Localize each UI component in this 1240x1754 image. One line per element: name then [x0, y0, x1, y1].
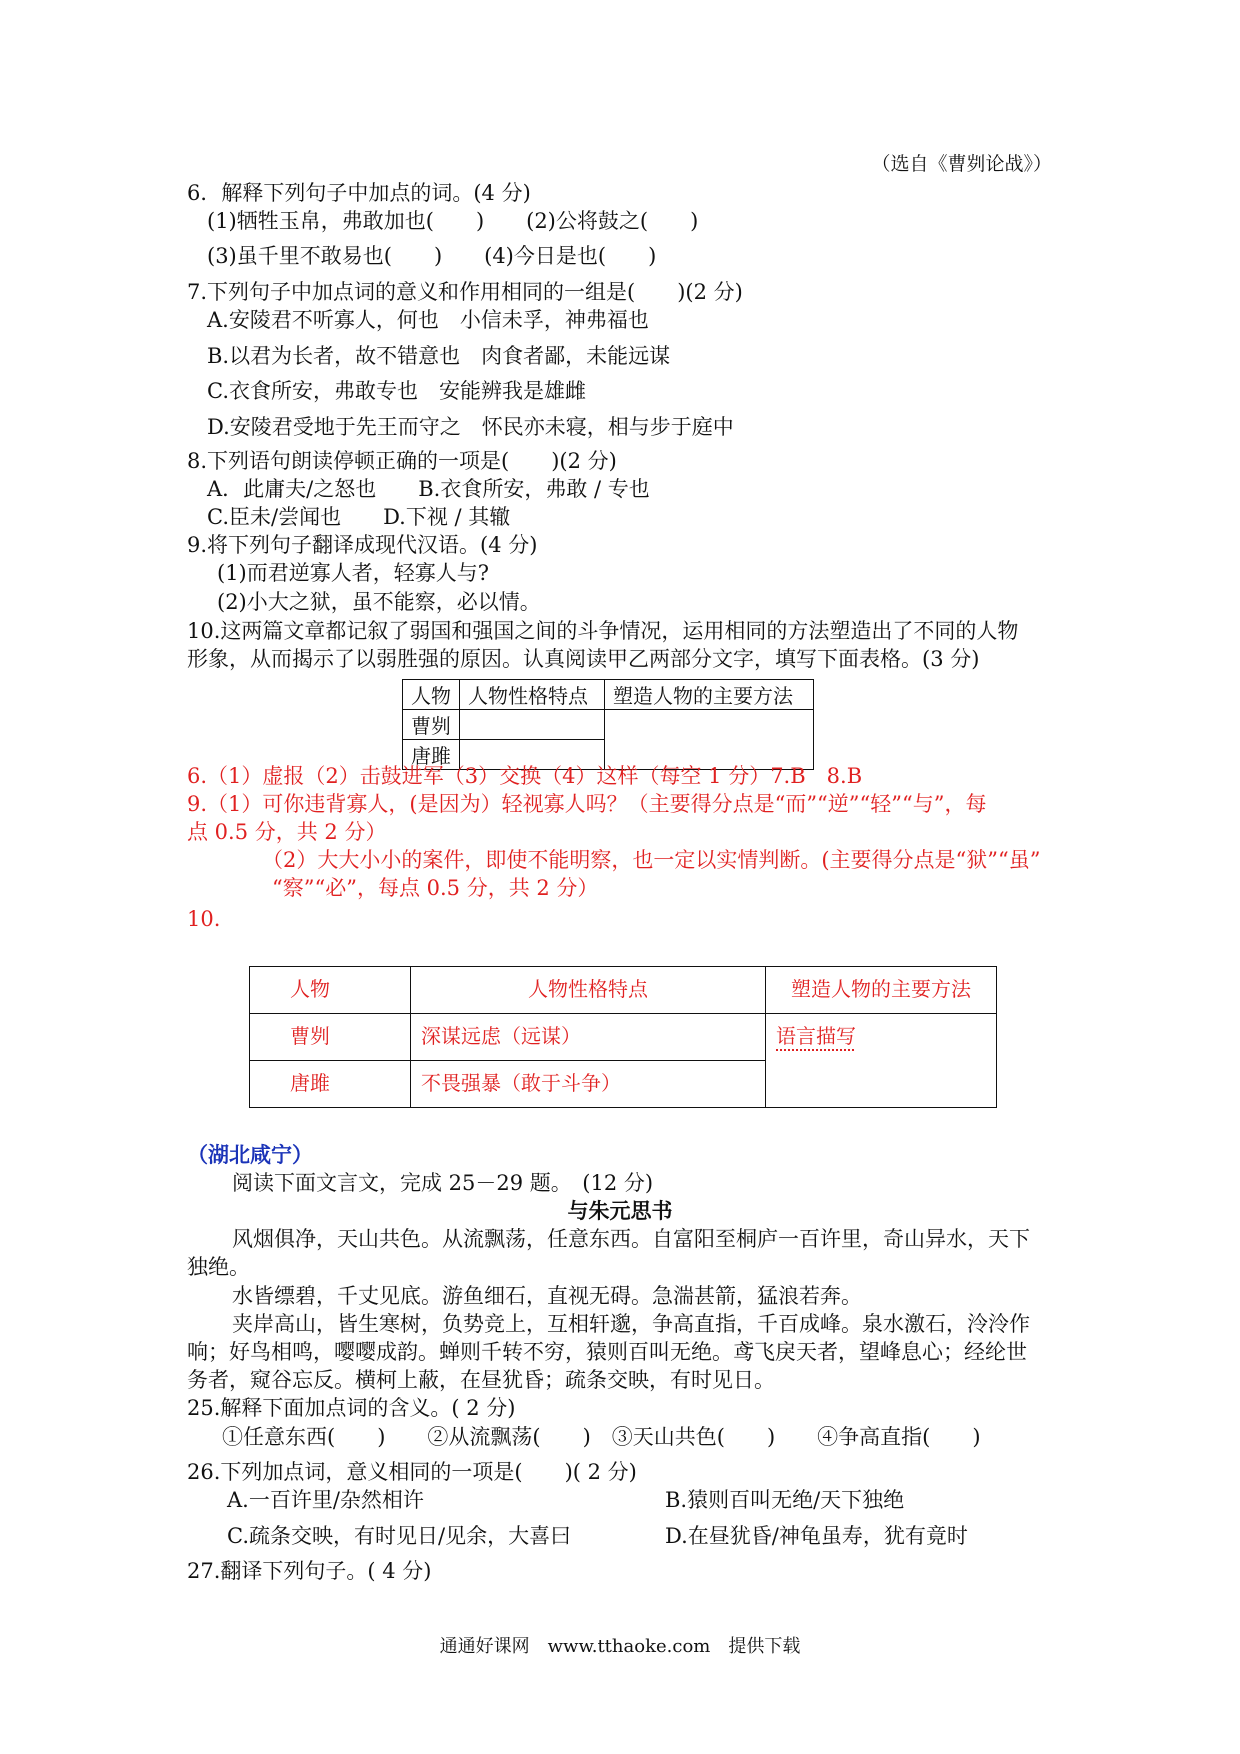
- q10-line-2: 形象，从而揭示了以弱胜强的原因。认真阅读甲乙两部分文字，填写下面表格。(3 分): [187, 647, 980, 671]
- q26-title: 26.下列加点词，意义相同的一项是( )( 2 分): [187, 1460, 637, 1484]
- passage-p1-line1: 风烟俱净，天山共色。从流飘荡，任意东西。自富阳至桐庐一百许里，奇山异水，天下: [232, 1227, 1030, 1251]
- q7-title: 7.下列句子中加点词的意义和作用相同的一组是( )(2 分): [187, 280, 743, 304]
- passage-p1-line2: 独绝。: [187, 1255, 250, 1279]
- passage-p3-line3: 务者，窥谷忘反。横柯上蔽，在昼犹昏；疏条交映，有时见日。: [187, 1368, 775, 1392]
- q25-title: 25.解释下面加点词的含义。( 2 分): [187, 1396, 516, 1420]
- answer-line-2: 9.（1）可你违背寡人，(是因为）轻视寡人吗？（主要得分点是“而”“逆”“轻”“与”，每: [187, 792, 987, 816]
- answer-traits-tangju: 不畏强暴（敢于斗争）: [411, 1061, 766, 1108]
- passage-intro: 阅读下面文言文，完成 25－29 题。 (12 分): [232, 1171, 654, 1195]
- answer-line-6: 10.: [187, 907, 221, 931]
- q26-option-c: C.疏条交映，有时见日/见余，大喜曰: [227, 1524, 572, 1548]
- answer-line-5: “察”“必”，每点 0.5 分，共 2 分）: [272, 876, 599, 900]
- q8-options-cd: C.臣未/尝闻也 D.下视 / 其辙: [207, 505, 511, 529]
- q10-blank-table: [402, 679, 814, 770]
- passage-p3-line2: 响；好鸟相鸣，嘤嘤成韵。蝉则千转不穷，猿则百叫无绝。鸢飞戾天者，望峰息心；经纶世: [187, 1340, 1027, 1364]
- q7-option-d: D.安陵君受地于先王而守之 怀民亦未寝，相与步于庭中: [207, 415, 734, 439]
- table-header-method: 塑造人物的主要方法: [605, 680, 814, 710]
- region-label: （湖北咸宁）: [187, 1142, 313, 1167]
- passage-title: 与朱元思书: [567, 1198, 673, 1223]
- q25-items: ①任意东西( ) ②从流飘荡( ) ③天山共色( ) ④争高直指( ): [222, 1425, 981, 1449]
- table-row-tangju: 唐雎: [403, 740, 460, 770]
- q9-title: 9.将下列句子翻译成现代汉语。(4 分): [187, 533, 538, 557]
- table-header-traits: 人物性格特点: [460, 680, 605, 710]
- table-blank-method-cell: [605, 710, 814, 770]
- answer-traits-caogui: 深谋远虑（远谋）: [411, 1014, 766, 1061]
- q6-line-b: (3)虽千里不敢易也( ) (4)今日是也( ): [207, 244, 657, 268]
- q7-option-c: C.衣食所安，弗敢专也 安能辨我是雄雌: [207, 379, 586, 403]
- q6-line-a: (1)牺牲玉帛，弗敢加也( ) (2)公将鼓之( ): [207, 209, 699, 233]
- q9-sentence-1: (1)而君逆寡人者，轻寡人与?: [217, 561, 490, 585]
- answer-header-method: 塑造人物的主要方法: [766, 967, 997, 1014]
- table-header-person: 人物: [403, 680, 460, 710]
- table-row-caogui: 曹刿: [403, 710, 460, 740]
- q26-option-d: D.在昼犹昏/神龟虽寿，犹有竟时: [665, 1524, 968, 1548]
- q8-options-ab: A．此庸夫/之怒也 B.衣食所安，弗敢 / 专也: [207, 477, 650, 501]
- passage-p3-line1: 夹岸高山，皆生寒树，负势竞上，互相轩邈，争高直指，千百成峰。泉水激石，泠泠作: [232, 1312, 1030, 1336]
- q26-option-b: B.猿则百叫无绝/天下独绝: [665, 1488, 905, 1512]
- q7-option-b: B.以君为长者，故不错意也 肉食者鄙，未能远谋: [207, 344, 671, 368]
- answer-header-traits: 人物性格特点: [411, 967, 766, 1014]
- q10-line-1: 10.这两篇文章都记叙了弱国和强国之间的斗争情况，运用相同的方法塑造出了不同的人物: [187, 619, 1019, 643]
- passage-p2: 水皆缥碧，千丈见底。游鱼细石，直视无碍。急湍甚箭，猛浪若奔。: [232, 1284, 862, 1308]
- answer-line-4: （2）大大小小的案件，即使不能明察，也一定以实情判断。(主要得分点是“狱”“虽”: [262, 848, 1041, 872]
- answer-method-cell: [766, 1014, 997, 1108]
- q9-sentence-2: (2)小大之狱，虽不能察，必以情。: [217, 590, 541, 614]
- answer-line-1: 6.（1）虚报（2）击鼓进军（3）交换（4）这样（每空 1 分）7.B 8.B: [187, 764, 863, 788]
- q8-title: 8.下列语句朗读停顿正确的一项是( )(2 分): [187, 449, 617, 473]
- q26-option-a: A.一百许里/杂然相许: [227, 1488, 424, 1512]
- answer-table: [249, 966, 997, 1108]
- q6-title: 6．解释下列句子中加点的词。(4 分): [187, 181, 531, 205]
- table-blank-cell: [460, 710, 605, 740]
- answer-method: 语言描写: [776, 1024, 856, 1048]
- q27-title: 27.翻译下列句子。( 4 分): [187, 1559, 432, 1583]
- source-note: （选自《曹刿论战》）: [871, 153, 1052, 175]
- answer-line-3: 点 0.5 分，共 2 分）: [187, 820, 387, 844]
- page-footer: 通通好课网 www.tthaoke.com 提供下载: [439, 1636, 801, 1657]
- answer-row-tangju: 唐雎: [250, 1061, 411, 1108]
- answer-header-person: 人物: [250, 967, 411, 1014]
- answer-row-caogui: 曹刿: [250, 1014, 411, 1061]
- q7-option-a: A.安陵君不听寡人，何也 小信未孚，神弗福也: [207, 308, 649, 332]
